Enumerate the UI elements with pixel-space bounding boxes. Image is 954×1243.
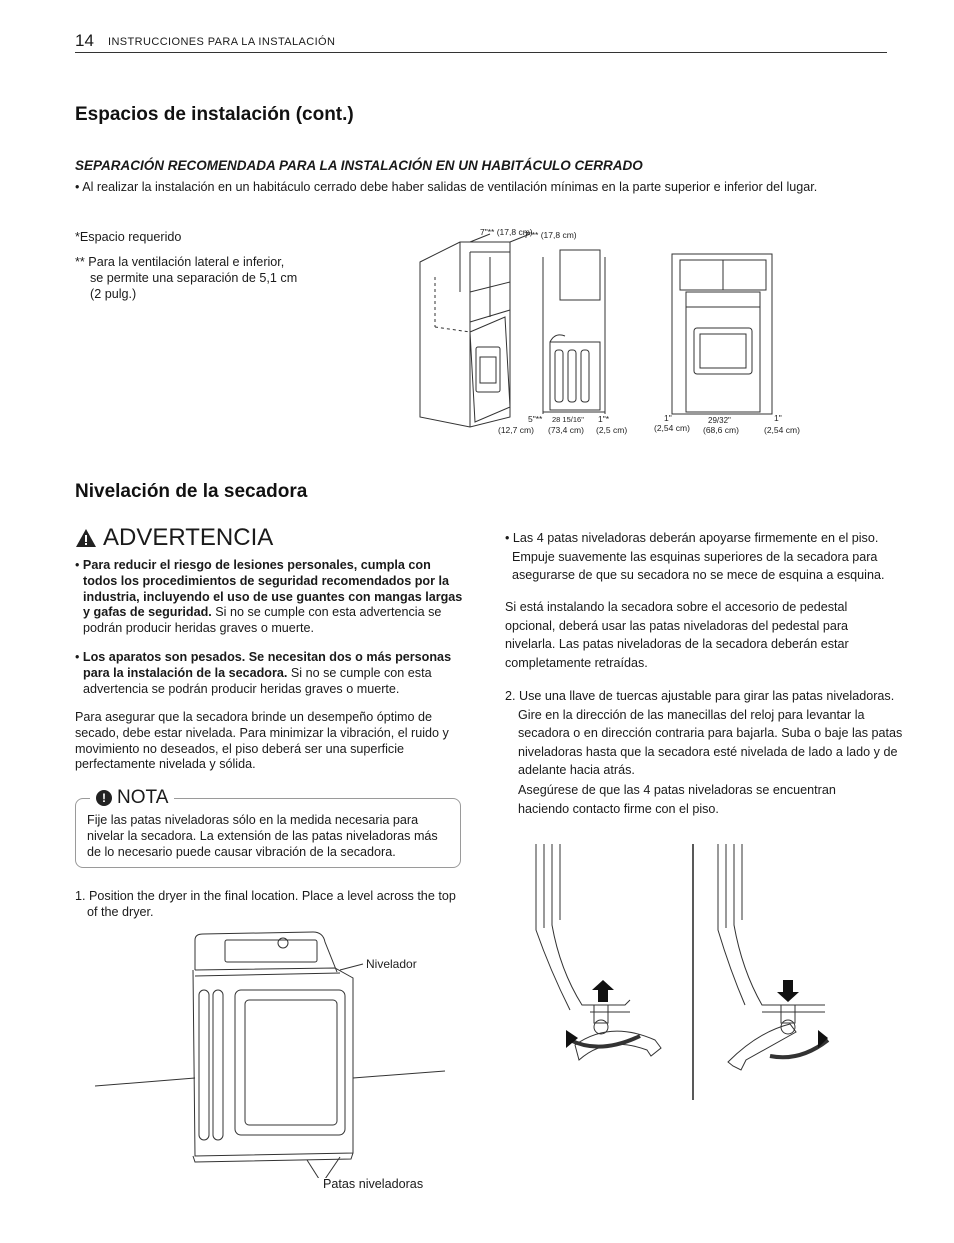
- note-text: Fije las patas niveladoras sólo en la medida necesaria para nivelar la secadora. La extensión de las patas niveladoras más de lo necesario puede causar vibración de la secadora.: [87, 813, 438, 859]
- step-2-note: Asegúrese de que las 4 patas niveladoras se encuentran haciendo contacto firme con el piso.: [518, 783, 836, 816]
- warning-1-rest: Si no se cumple con esta advertencia se podrán producir heridas graves o muerte.: [83, 605, 442, 636]
- dim-top-left: 7"** (17,8 cm): [480, 227, 533, 237]
- dim-side-mid-b: (73,4 cm): [548, 425, 584, 435]
- section-title-nivelacion: Nivelación de la secadora: [75, 481, 308, 502]
- dim-side-left-b: (12,7 cm): [498, 425, 534, 435]
- dim-side-mid-a: 28 15/16": [552, 415, 584, 424]
- dim-top-right: 7"** (17,8 cm): [524, 230, 577, 240]
- warning-title: ADVERTENCIA: [103, 524, 274, 551]
- header-section-title: INSTRUCCIONES PARA LA INSTALACIÓN: [108, 36, 336, 48]
- warning-triangle-icon: [75, 528, 97, 548]
- step-2: 2. Use una llave de tuercas ajustable para girar las patas niveladoras. Gire en la dirección de las manecillas del reloj para levantar la secadora o en dirección contraria para bajarla. Suba o baje las patas niveladoras hasta que la secadora esté nivelada de lado a lado y de adelante hacia atrás.: [505, 689, 903, 777]
- note-vent-line-3: (2 pulg.): [90, 287, 137, 301]
- dim-front-right-a: 1": [774, 413, 782, 423]
- label-patas-niveladoras: Patas niveladoras: [323, 1177, 424, 1191]
- note-heading: [90, 787, 174, 809]
- warning-2-bold: Los aparatos son pesados. Se necesitan dos o más personas para la instalación de la secadora.: [82, 650, 452, 680]
- dim-side-left-a: 5"**: [528, 414, 543, 424]
- side-cabinet: [560, 250, 600, 300]
- page-number: 14: [75, 31, 94, 50]
- clearance-diagram: [410, 222, 820, 444]
- side-dryer: [550, 342, 600, 410]
- note-title: NOTA: [117, 787, 169, 808]
- subsection-title: SEPARACIÓN RECOMENDADA PARA LA INSTALACIÓN EN UN HABITÁCULO CERRADO: [75, 158, 643, 173]
- step-1: 1. Position the dryer in the final location. Place a level across the top of the dryer.: [75, 889, 456, 919]
- note-required-space: *Espacio requerido: [75, 230, 182, 244]
- feet-bullet: • Las 4 patas niveladoras deberán apoyarse firmemente en el piso. Empuje suavemente las esquinas superiores de la secadora para asegurarse de que su secadora no se mece de esquina a esquina.: [505, 531, 885, 582]
- section-title-espacios: Espacios de instalación (cont.): [75, 104, 354, 125]
- note-vent-line-2: se permite una separación de 5,1 cm: [90, 271, 298, 285]
- label-nivelador: Nivelador: [366, 957, 417, 971]
- dim-front-left-a: 1": [664, 413, 672, 423]
- dim-front-mid-b: (68,6 cm): [703, 425, 739, 435]
- dryer-level-illustration: [95, 928, 450, 1178]
- wrench-illustration: [530, 840, 835, 1102]
- pedestal-paragraph: Si está instalando la secadora sobre el accesorio de pedestal opcional, deberá usar las patas niveladoras del pedestal para nivelarla. Las patas niveladoras de la secadora deberán estar completamente retraídas.: [505, 600, 849, 670]
- dim-front-mid-a: 29/32": [708, 416, 731, 425]
- warning-item-1: • Para reducir el riesgo de lesiones personales, cumpla con todos los procedimientos de seguridad recomendados por la industria, incluyendo el uso de use guantes con mangas largas y gafas de seguridad. Si no se cumple con esta advertencia se podrán producir heridas graves o muerte.: [75, 558, 463, 636]
- dim-side-right-a: 1"*: [598, 414, 610, 424]
- front-dryer: [686, 292, 760, 412]
- dim-side-right-b: (2,5 cm): [596, 425, 628, 435]
- warning-item-2: • Los aparatos son pesados. Se necesitan dos o más personas para la instalación de la secadora. Si no se cumple con esta advertencia se podrán producir heridas graves o muerte.: [75, 650, 452, 696]
- dim-front-right-b: (2,54 cm): [764, 425, 800, 435]
- header-rule: [75, 52, 887, 53]
- warning-heading: [75, 524, 273, 552]
- leveling-intro-paragraph: Para asegurar que la secadora brinde un desempeño óptimo de secado, debe estar nivelada. Para minimizar la vibración, el ruido y movimiento no deseados, el piso deberá ser una superficie perfectamente nivelada y sólida.: [75, 710, 449, 772]
- warning-2-rest: Si no se cumple con esta advertencia se podrán producir heridas graves o muerte.: [83, 665, 432, 696]
- exclamation-icon: !: [96, 790, 112, 806]
- warning-1-bold: Para reducir el riesgo de lesiones personales, cumpla con todos los procedimientos de seguridad recomendados por la industria, incluyendo el uso de use guantes con mangas largas y gafas de seguridad.: [82, 558, 463, 620]
- dim-front-left-b: (2,54 cm): [654, 423, 690, 433]
- ventilation-bullet: • Al realizar la instalación en un habitáculo cerrado debe haber salidas de ventilación mínimas en la parte superior e inferior del lugar.: [75, 180, 818, 194]
- note-vent-line-1: ** Para la ventilación lateral e inferior,: [75, 255, 285, 269]
- closet-outline: [420, 242, 510, 427]
